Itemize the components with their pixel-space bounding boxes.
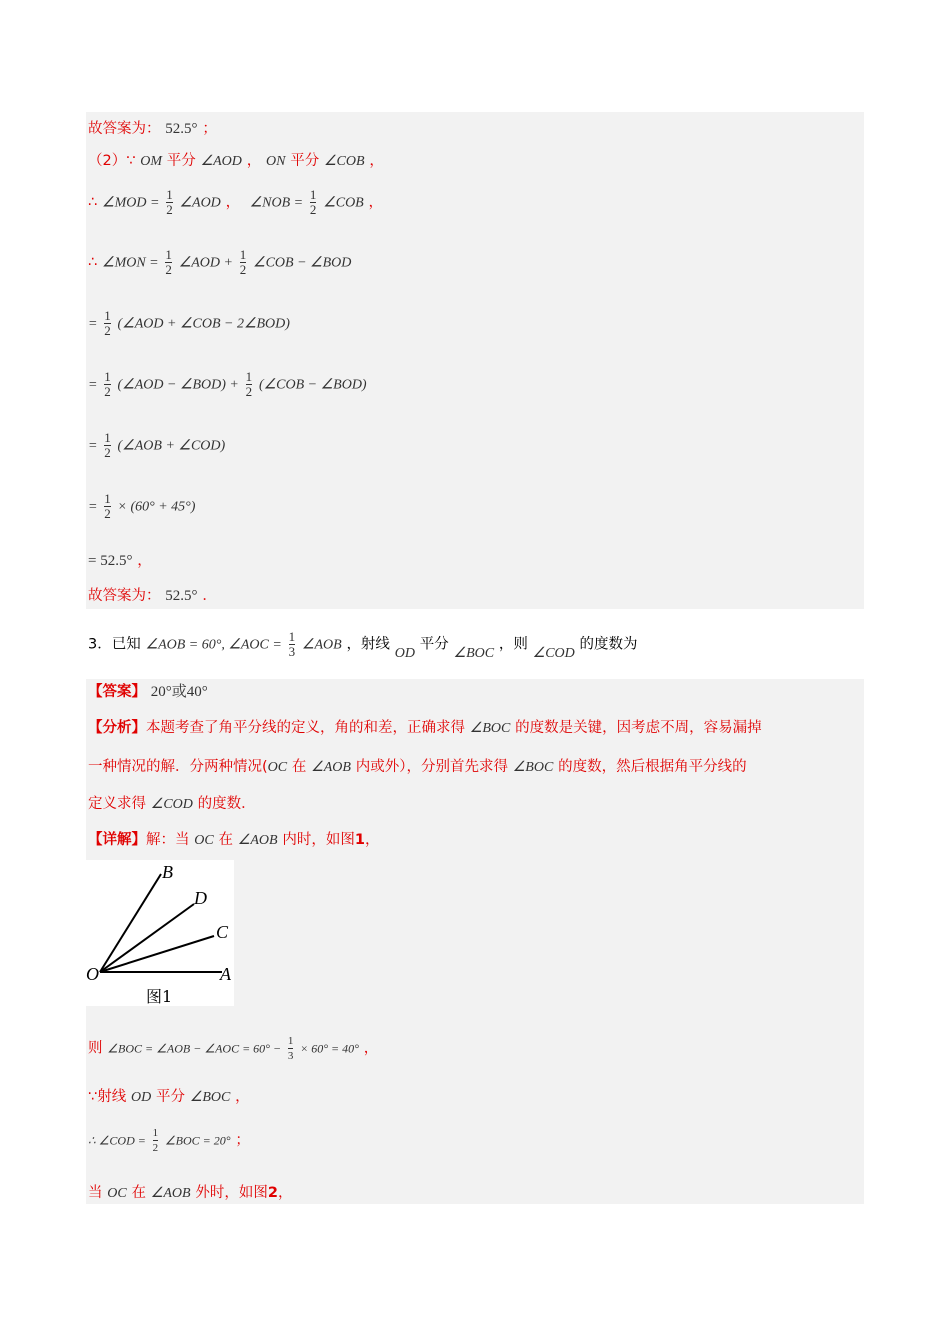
therefore-symbol: ∴	[88, 194, 98, 211]
text: 内或外），分别首先求得	[355, 759, 508, 775]
fraction-half: $\frac{1}{2}$	[166, 187, 173, 217]
analysis-line-1	[88, 717, 762, 739]
label-d: D	[194, 888, 207, 908]
math: ∠COB	[323, 195, 364, 211]
angle-diagram	[86, 860, 234, 1006]
text: 一种情况的解．分两种情况(	[88, 759, 268, 775]
solution-panel-1	[86, 112, 864, 609]
equals: =	[88, 438, 98, 454]
text: 在	[291, 759, 307, 775]
detail-line	[88, 829, 379, 851]
math: ∠BOC	[453, 645, 495, 661]
equals: =	[88, 316, 98, 332]
ray-ob	[100, 874, 161, 972]
fraction-third: $\frac{1}{3}$	[288, 629, 296, 659]
math: ∠COD	[150, 797, 193, 812]
math: ∠AOB	[311, 760, 351, 775]
math: (∠AOD − ∠BOD) +	[117, 377, 239, 393]
text: 平分	[419, 636, 449, 653]
math: OC	[107, 1186, 127, 1201]
label-o: O	[86, 964, 99, 984]
fraction-half: $\frac{1}{2}$	[104, 430, 111, 460]
fraction-half: $\frac{1}{2}$	[165, 247, 172, 277]
math: (∠AOB + ∠COD)	[117, 438, 226, 454]
math-om: OM	[140, 154, 163, 169]
math: ∠AOD	[179, 195, 221, 211]
math: × 60° = 40°	[300, 1041, 359, 1056]
text: 外时，如图	[195, 1185, 268, 1201]
punct: ，	[246, 153, 262, 169]
punct: ，	[277, 1185, 293, 1201]
text: 平分	[156, 1089, 186, 1105]
math: ∠BOC	[512, 760, 554, 775]
fraction-third: $\frac{1}{3}$	[287, 1035, 294, 1062]
ray-od	[100, 904, 194, 972]
answer-value: 20°或40°	[150, 684, 208, 700]
step-line-3	[88, 188, 383, 217]
punct: ，	[364, 832, 380, 848]
math: ∠BOC = 20°	[164, 1133, 231, 1148]
punct: ，	[369, 153, 384, 169]
equals: =	[88, 377, 98, 393]
punct: ，	[137, 553, 152, 569]
fraction-half: $\frac{1}{2}$	[239, 247, 247, 277]
math: = 52.5°	[88, 553, 133, 569]
label-b: B	[162, 862, 173, 882]
math-cob: ∠COB	[323, 154, 365, 169]
analysis-tag: 【分析】	[88, 720, 146, 736]
step-line-6	[88, 370, 367, 399]
step-line-2	[88, 150, 384, 172]
text: 的度数为	[579, 636, 638, 653]
math: ∠COB − ∠BOD	[253, 255, 352, 271]
punct: ；	[235, 1132, 250, 1149]
therefore-symbol: ∴	[88, 254, 98, 271]
text: 平分	[166, 153, 196, 169]
math: ∠AOB = 60°, ∠AOC =	[145, 637, 282, 653]
text: 本题考查了角平分线的定义，角的和差，正确求得	[146, 720, 465, 736]
math: ∠NOB =	[249, 195, 304, 211]
fraction-half: $\frac{1}{2}$	[152, 1127, 159, 1154]
punct: ；	[202, 121, 217, 137]
text: 的度数是关键，因考虑不周，容易漏掉	[515, 720, 762, 736]
fraction-half: $\frac{1}{2}$	[104, 491, 111, 521]
step-line-4	[88, 248, 351, 277]
question-3	[88, 630, 638, 659]
label-a: A	[220, 964, 231, 984]
step-line-7	[88, 431, 225, 460]
math: OD	[394, 645, 415, 661]
answer-tag: 【答案】	[88, 684, 146, 700]
answer-line-10	[88, 585, 217, 606]
detail-tag: 【详解】	[88, 832, 146, 848]
punct: ．	[202, 588, 217, 604]
text: 射线	[97, 1089, 127, 1105]
text: 的度数，然后根据角平分线的	[558, 759, 747, 775]
text: 在	[131, 1185, 147, 1201]
figure-ref: 1	[354, 832, 365, 848]
math: ∠COD	[532, 645, 575, 661]
step-prefix: （2）∵	[88, 153, 136, 169]
math: ∠AOB	[301, 637, 342, 653]
figure-caption: 图1	[146, 987, 173, 1006]
math: ∠AOD +	[178, 255, 233, 271]
text: 定义求得	[88, 796, 146, 812]
analysis-line-2	[88, 756, 747, 778]
text: 解：当	[146, 832, 190, 848]
answer-value: 52.5°	[165, 588, 198, 604]
fraction-half: $\frac{1}{2}$	[309, 187, 317, 217]
math: ∠BOC	[469, 721, 511, 736]
punct: ，	[363, 1040, 379, 1057]
math: × (60° + 45°)	[117, 499, 196, 515]
text: 内时，如图	[282, 832, 355, 848]
figure-1	[86, 860, 234, 1006]
math: ∠MON =	[102, 255, 159, 271]
ray-oc	[100, 936, 214, 972]
answer-line-1	[88, 118, 217, 139]
text: ，射线	[346, 636, 390, 653]
math: ∠AOB	[150, 1186, 191, 1201]
because-symbol: ∵	[88, 1089, 98, 1105]
math: OD	[131, 1090, 152, 1105]
step-line-5	[88, 309, 290, 338]
analysis-line-3	[88, 793, 256, 815]
answer-label: 故答案为：	[88, 121, 161, 137]
math: ∴ ∠COD =	[88, 1133, 146, 1148]
fraction-half: $\frac{1}{2}$	[104, 369, 111, 399]
math-on: ON	[265, 154, 286, 169]
math: ∠MOD =	[102, 195, 160, 211]
label-c: C	[216, 922, 229, 942]
text: 平分	[290, 153, 320, 169]
answer-label: 故答案为：	[88, 588, 161, 604]
step-line-9	[88, 550, 152, 571]
punct: ，	[235, 1089, 250, 1105]
math: ∠BOC = ∠AOB − ∠AOC = 60° −	[107, 1041, 282, 1056]
math: (∠COB − ∠BOD)	[258, 377, 367, 393]
text: 当	[88, 1185, 103, 1201]
math: ∠AOB	[237, 833, 278, 848]
question-number: 3．已知	[88, 636, 141, 653]
punct: ，	[225, 194, 241, 211]
figure-ref: 2	[267, 1185, 278, 1201]
answer-value: 52.5°	[165, 121, 198, 137]
equals: =	[88, 499, 98, 515]
step-boc	[88, 1034, 378, 1063]
fraction-half: $\frac{1}{2}$	[245, 369, 253, 399]
answer-tag-line	[88, 681, 208, 702]
math-aod: ∠AOD	[200, 154, 242, 169]
math: (∠AOD + ∠COB − 2∠BOD)	[117, 316, 290, 332]
step-line-8	[88, 492, 195, 521]
step-outside-case	[88, 1182, 292, 1204]
text: 在	[218, 832, 234, 848]
punct: ，	[368, 194, 384, 211]
step-od-bisects	[88, 1086, 250, 1108]
step-cod	[88, 1126, 250, 1155]
text: ，则	[498, 636, 528, 653]
fraction-half: $\frac{1}{2}$	[104, 308, 111, 338]
text: 的度数．	[197, 796, 256, 812]
text: 则	[88, 1040, 103, 1057]
math: OC	[267, 760, 288, 775]
math: ∠BOC	[189, 1090, 231, 1105]
math: OC	[194, 833, 214, 848]
